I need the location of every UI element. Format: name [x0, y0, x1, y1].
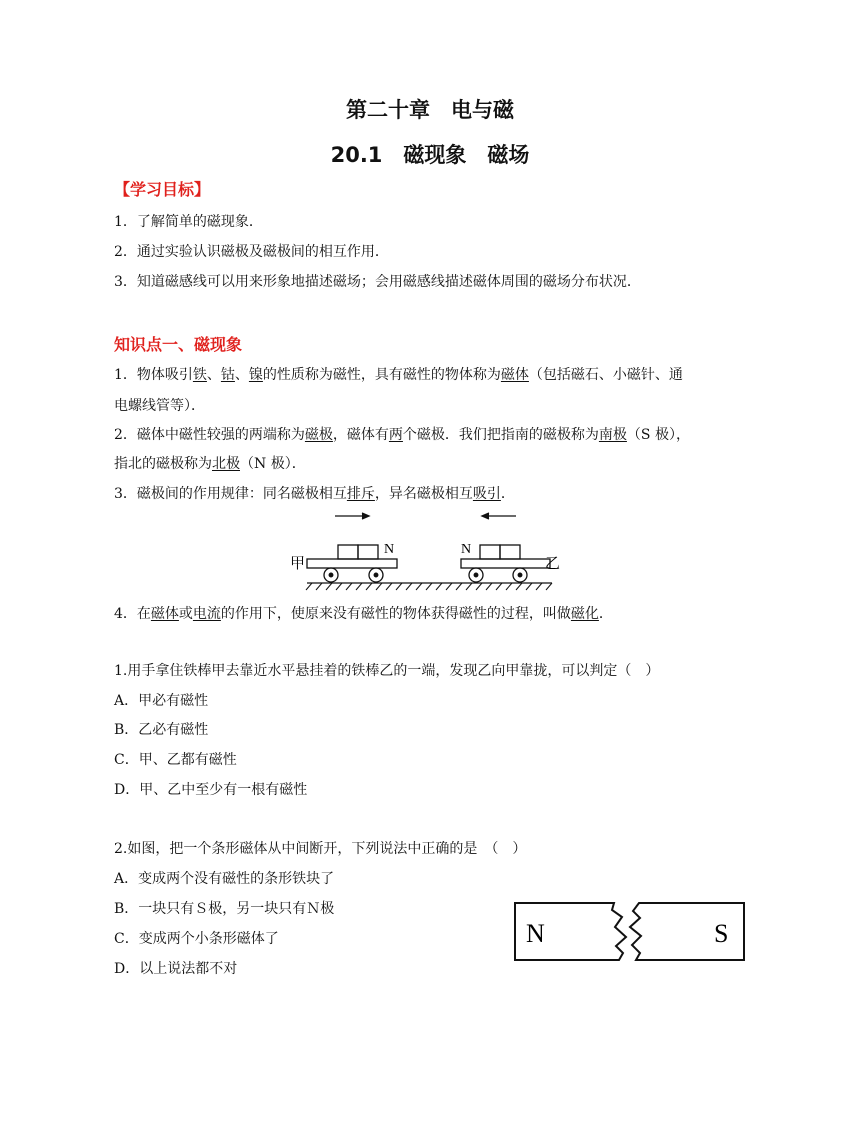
section-title: 20.1 磁现象 磁场 — [330, 143, 530, 167]
magnet-pole-s: S — [714, 919, 729, 948]
cart-left-pole: N — [384, 542, 395, 557]
knowledge-paragraph-3: 3．磁极间的作用规律：同名磁极相互排斥，异名磁极相互吸引． — [114, 486, 515, 502]
cart-right-pole: N — [461, 542, 472, 557]
knowledge-paragraph-4: 4．在磁体或电流的作用下，使原来没有磁性的物体获得磁性的过程，叫做磁化． — [114, 606, 613, 622]
cart-right-label: 乙 — [545, 554, 561, 572]
question-2-option-a: A．变成两个没有磁性的条形铁块了 — [114, 871, 335, 887]
objective-item-3: 3．知道磁感线可以用来形象地描述磁场；会用磁感线描述磁体周围的磁场分布状况． — [114, 274, 641, 290]
objective-item-2: 2．通过实验认识磁极及磁极间的相互作用． — [114, 244, 389, 260]
knowledge-paragraph-1-cont: 电螺线管等）． — [114, 398, 205, 414]
question-2-option-d: D．以上说法都不对 — [114, 961, 238, 977]
knowledge-heading: 知识点一、磁现象 — [114, 335, 243, 354]
objective-item-1: 1．了解简单的磁现象． — [114, 214, 263, 230]
chapter-title: 第二十章 电与磁 — [346, 98, 514, 122]
broken-magnet-figure — [512, 900, 752, 964]
question-1-option-c: C．甲、乙都有磁性 — [114, 752, 237, 768]
question-2-option-c: C．变成两个小条形磁体了 — [114, 931, 279, 947]
objectives-heading: 【学习目标】 — [114, 180, 211, 199]
magnet-pole-n: N — [526, 919, 545, 948]
question-1-stem: 1.用手拿住铁棒甲去靠近水平悬挂着的铁棒乙的一端，发现乙向甲靠拢，可以判定（ ） — [114, 663, 660, 679]
carts-figure — [290, 507, 565, 595]
knowledge-paragraph-2-cont: 指北的磁极称为北极（N 极）． — [114, 456, 306, 472]
cart-left-label: 甲 — [290, 554, 306, 572]
question-1-option-d: D．甲、乙中至少有一根有磁性 — [114, 782, 308, 798]
question-1-option-a: A．甲必有磁性 — [114, 693, 209, 709]
question-1-option-b: B．乙必有磁性 — [114, 722, 209, 738]
question-2-stem: 2.如图，把一个条形磁体从中间断开，下列说法中正确的是 （ ） — [114, 841, 527, 857]
knowledge-paragraph-2: 2．磁体中磁性较强的两端称为磁极，磁体有两个磁极．我们把指南的磁极称为南极（S 极）， — [114, 427, 690, 443]
question-2-option-b: B．一块只有Ｓ极，另一块只有Ｎ极 — [114, 901, 335, 917]
knowledge-paragraph-1: 1．物体吸引铁、钴、镍的性质称为磁性，具有磁性的物体称为磁体（包括磁石、小磁针、通 — [114, 367, 683, 383]
